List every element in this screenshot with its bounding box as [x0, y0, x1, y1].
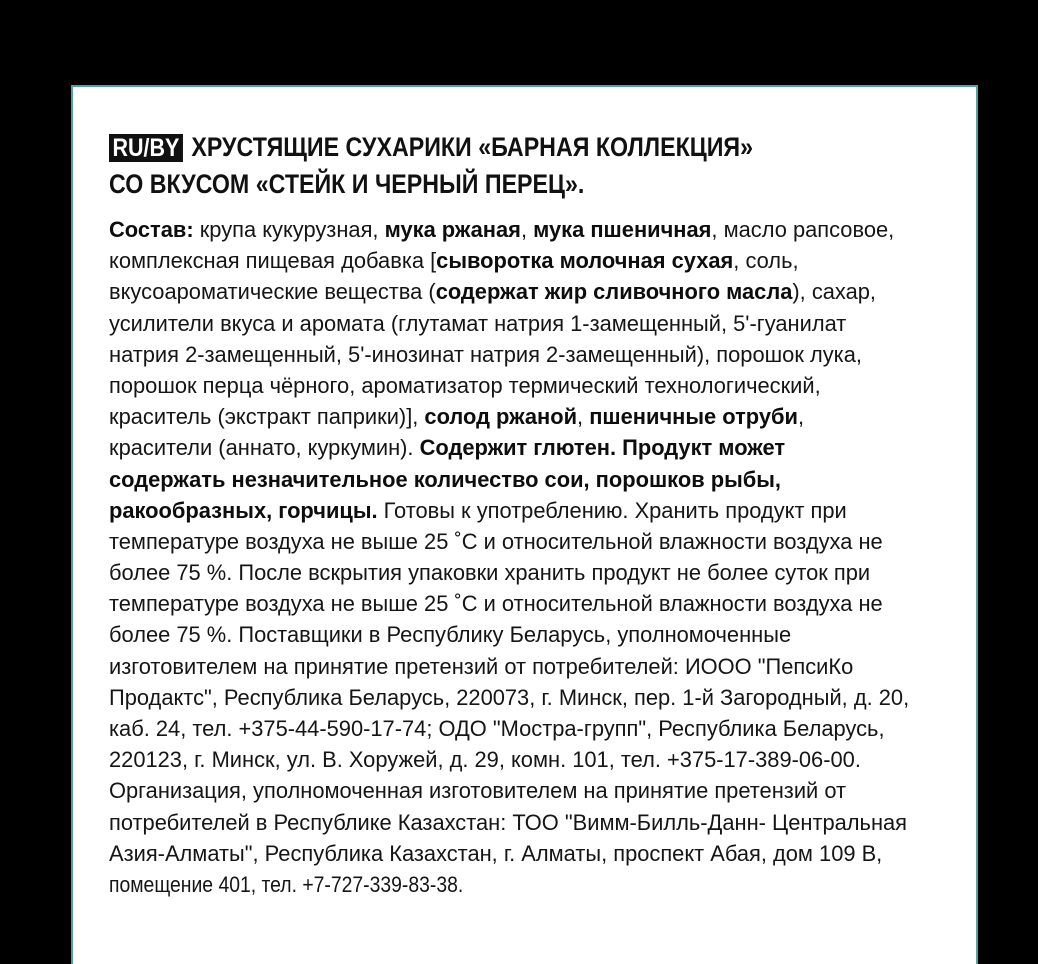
composition-line [109, 775, 944, 806]
product-title [109, 129, 831, 203]
composition-text-segment: , [520, 217, 534, 242]
composition-text-segment: потребителей в Республике Казахстан: ТОО "Вимм-Билль-Данн- Центральная [109, 809, 908, 835]
composition-bold-text: пшеничные отруби [589, 404, 798, 430]
composition-text-segment: , соль, [733, 248, 799, 274]
composition-line [109, 464, 944, 495]
composition-text-segment: красители (аннато, куркумин). [109, 435, 420, 461]
composition-bold-text: мука пшеничная [533, 217, 712, 242]
composition-line [109, 276, 944, 307]
composition-text-segment: температуре воздуха не выше 25 ˚С и относительной влажности воздуха не [109, 528, 883, 554]
composition-bold-text: ракообразных, горчицы. [109, 497, 378, 523]
composition-line [109, 245, 944, 276]
composition-bold-text: сыворотка молочная сухая [436, 248, 734, 274]
composition-text-segment: Организация, уполномоченная изготовителем на принятие претензий от [109, 778, 847, 804]
composition-line [109, 308, 944, 339]
composition-line [109, 838, 944, 869]
composition-line [109, 214, 944, 245]
composition-text [109, 214, 949, 900]
language-tag: RU/BY [109, 134, 183, 162]
composition-bold-text: мука ржаная [384, 217, 521, 242]
composition-text-segment: крупа кукурузная, [193, 217, 385, 242]
composition-line [109, 744, 944, 775]
composition-text-segment: более 75 %. После вскрытия упаковки хранить продукт не более суток при [109, 560, 871, 586]
composition-line [109, 588, 944, 619]
composition-text-segment: 220123, г. Минск, ул. В. Хоружей, д. 29, комн. 101, тел. +375-17-389-06-00. [109, 747, 861, 773]
composition-bold-text: содержать незначительное количество сои, порошков рыбы, [109, 466, 782, 492]
composition-text-segment: каб. 24, тел. +375-44-590-17-74; ОДО "Мостра-групп", Республика Беларусь, [109, 716, 885, 741]
composition-text-segment: Продактс", Республика Беларусь, 220073, г. Минск, пер. 1-й Загородный, д. 20, [109, 684, 910, 710]
composition-line [109, 651, 944, 682]
composition-line [109, 432, 944, 463]
composition-text-segment: вкусоароматические вещества ( [109, 279, 436, 305]
composition-text-segment: порошок перца чёрного, ароматизатор термический технологический, [109, 372, 821, 398]
composition-text-segment: Готовы к употреблению. Хранить продукт при [377, 497, 847, 523]
composition-text-segment: натрия 2-замещенный, 5'-инозинат натрия 2-замещенный), порошок лука, [109, 341, 862, 367]
composition-text-segment: краситель (экстракт паприки)], [109, 404, 425, 430]
composition-text-segment: температуре воздуха не выше 25 ˚С и относительной влажности воздуха не [109, 591, 883, 617]
composition-line [109, 495, 944, 526]
composition-text-segment: , [577, 404, 590, 430]
product-title-line-2: СО ВКУСОМ «СТЕЙК И ЧЕРНЫЙ ПЕРЕЦ». [109, 169, 585, 199]
composition-text-segment: , [797, 404, 805, 430]
composition-text-segment: , масло рапсовое, [711, 217, 895, 242]
composition-text-segment: помещение 401, тел. +7-727-339-83-38. [109, 871, 464, 897]
composition-line [109, 339, 944, 370]
product-title-line-1 [109, 129, 831, 166]
composition-line [109, 869, 848, 900]
composition-line [109, 713, 944, 744]
composition-text-segment: изготовителем на принятие претензий от потребителей: ИООО "ПепсиКо [109, 653, 854, 679]
product-title-text-1: ХРУСТЯЩИЕ СУХАРИКИ «БАРНАЯ КОЛЛЕКЦИЯ» [191, 132, 754, 162]
composition-line [109, 619, 944, 650]
composition-line [109, 370, 944, 401]
composition-line [109, 557, 944, 588]
composition-bold-text: содержат жир сливочного масла [435, 279, 793, 305]
ingredients-label-panel [71, 85, 978, 964]
composition-line [109, 401, 944, 432]
composition-text-segment: Азия-Алматы", Республика Казахстан, г. Алматы, проспект Абая, дом 109 В, [109, 840, 883, 866]
composition-text-segment: усилители вкуса и аромата (глутамат натрия 1-замещенный, 5'-гуанилат [109, 310, 847, 336]
composition-line [109, 807, 944, 838]
composition-text-segment: более 75 %. Поставщики в Республику Беларусь, уполномоченные [109, 622, 792, 648]
composition-line [109, 526, 944, 557]
composition-text-segment: комплексная пищевая добавка [ [109, 248, 437, 274]
composition-text-segment: ), сахар, [792, 279, 877, 305]
composition-line [109, 682, 944, 713]
composition-bold-text: солод ржаной [424, 404, 578, 430]
composition-bold-text: Содержит глютен. Продукт может [419, 435, 786, 461]
composition-bold-text: Состав: [109, 217, 194, 242]
